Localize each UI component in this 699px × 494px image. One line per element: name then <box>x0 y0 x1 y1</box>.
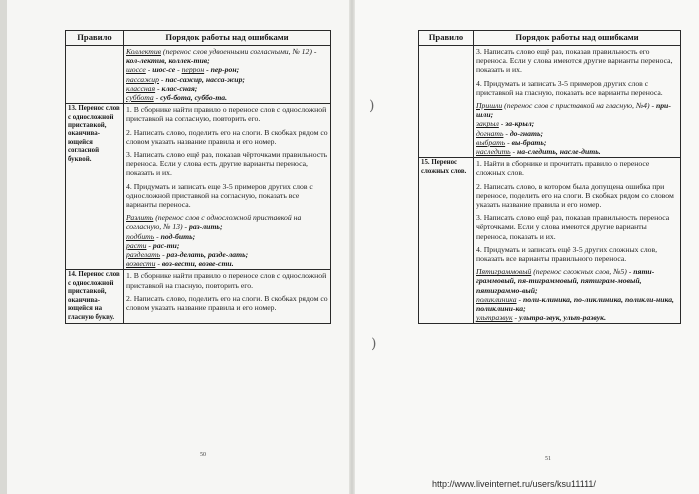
right-table-header <box>419 31 681 46</box>
example-line: разделать - раз-делать, разде-лать; <box>126 250 249 260</box>
table-row <box>66 104 331 270</box>
table-row <box>66 270 331 323</box>
example-line: Пришли (перенос слов с приставкой на гласную, №4) - при-шли; <box>476 101 671 120</box>
example-line: Коллектив (перенос слов удвоенными согласными, № 12) - кол-лектив, коллек-тив; <box>126 47 317 66</box>
header-order: Порядок работы над ошибками <box>124 31 331 46</box>
table-row <box>66 46 331 104</box>
example-line: Пятиграммовый (перенос сложных слов, №5) - пяти-граммовый, пя-тиграммовый, пятиграм-мовый, пятиграммо-вый; <box>476 267 655 295</box>
example-line: закрыл - за-крыл; <box>476 119 535 129</box>
example-line: расти - рас-ти; <box>126 240 180 250</box>
example-line: классная - клас-сная; <box>126 83 198 93</box>
rule-13-title: 13. Перенос слов с односложной приставкой, оканчива-ющейся согласной буквой. <box>66 104 124 270</box>
rule-cell-empty <box>66 46 124 104</box>
step-text: 2. Написать слово, поделить его на слоги. В скобках рядом со словом указать название правила и его номер. <box>126 127 328 146</box>
header-rule: Правило <box>419 31 474 46</box>
table-row <box>419 46 681 158</box>
example-line: ультразвук - ультра-звук, ульт-развук. <box>476 313 606 323</box>
rule-14-title: 14. Перенос слов с односложной приставкой, оканчива-ющейся на гласную букву. <box>66 270 124 323</box>
rule-15-title: 15. Перенос сложных слов. <box>419 158 474 324</box>
page-edge <box>0 0 7 494</box>
header-rule: Правило <box>66 31 124 46</box>
left-table-header <box>66 31 331 46</box>
step-text: 3. Написать слово ещё раз, показав правильность переноса чёрточками. Если у слова имеются другие варианты переноса, показать и их. <box>476 213 670 241</box>
work-cell <box>124 46 331 104</box>
step-text: 3. Написать слово ещё раз, показав чёрточками правильность переноса. Если у слова есть другие варианты переноса, показать и их. <box>126 150 328 178</box>
example-line: шоссе - шос-се - перрон - пер-рон; <box>126 65 240 75</box>
example-line: возвести - воз-вести, возве-сти. <box>126 259 234 269</box>
step-text: 2. Написать слово, в котором была допущена ошибка при переносе, поделить его на слоги. В скобках рядом со словом указать название правила и его номер. <box>476 181 674 210</box>
step-text: 4. Придумать и записать ещё 3-5 других сложных слов, показать все варианты правильного переноса. <box>476 244 658 264</box>
step-text: 1. В сборнике найти правило о переносе слов с односложной приставкой на гласную, повторить его. <box>126 271 327 290</box>
example-line: Разлить (перенос слов с односложной приставкой на согласную, № 13) - раз-лить; <box>126 213 302 232</box>
example-line: подбить - под-бить; <box>126 231 196 241</box>
work-cell <box>474 158 681 324</box>
step-text: 4. Придумать и записать 3-5 примеров других слов с приставкой на гласную, показать все варианты переноса. <box>476 78 663 97</box>
table-row <box>419 158 681 324</box>
step-text: 2. Написать слово, поделить его на слоги. В скобках рядом со словом указать название правила и его номер. <box>126 293 328 313</box>
work-cell <box>474 46 681 158</box>
rule-cell-empty <box>419 46 474 158</box>
example-line: догнать - до-гнать; <box>476 128 544 138</box>
book-gutter <box>349 0 355 494</box>
watermark-url: http://www.liveinternet.ru/users/ksu11111/ <box>432 479 596 489</box>
step-text: 1. Найти в сборнике и прочитать правило о переносе сложных слов. <box>476 159 650 178</box>
work-cell <box>124 270 331 323</box>
binding-mark: ) <box>371 336 377 352</box>
example-line: пассажир - пас-сажир, насса-жир; <box>126 74 245 84</box>
binding-mark: ) <box>369 98 375 114</box>
step-text: 4. Придумать и записать еще 3-5 примеров других слов с односложной приставкой на согласную, показать все варианты переноса. <box>126 181 313 210</box>
example-line: суббота - суб-бота, суббо-та. <box>126 93 228 103</box>
page-number-right: 51 <box>545 456 551 462</box>
right-rules-table <box>418 30 681 324</box>
example-line: поликлиника - поли-клиника, по-ликлиника, поликли-ника, поликлини-ка; <box>476 294 674 314</box>
left-rules-table <box>65 30 331 324</box>
work-cell <box>124 104 331 270</box>
page-number-left: 50 <box>200 452 206 458</box>
example-line: выбрать - вы-брать; <box>476 137 547 147</box>
step-text: 1. В сборнике найти правило о переносе слов с односложной приставкой на согласную, повторить его. <box>126 105 327 124</box>
step-text: 3. Написать слово ещё раз, показав правильность его переноса. Если у слова имеются другие варианты переноса, показать и их. <box>476 47 673 75</box>
example-line: наследить - на-следить, насле-дить. <box>476 147 601 157</box>
header-order: Порядок работы над ошибками <box>474 31 681 46</box>
